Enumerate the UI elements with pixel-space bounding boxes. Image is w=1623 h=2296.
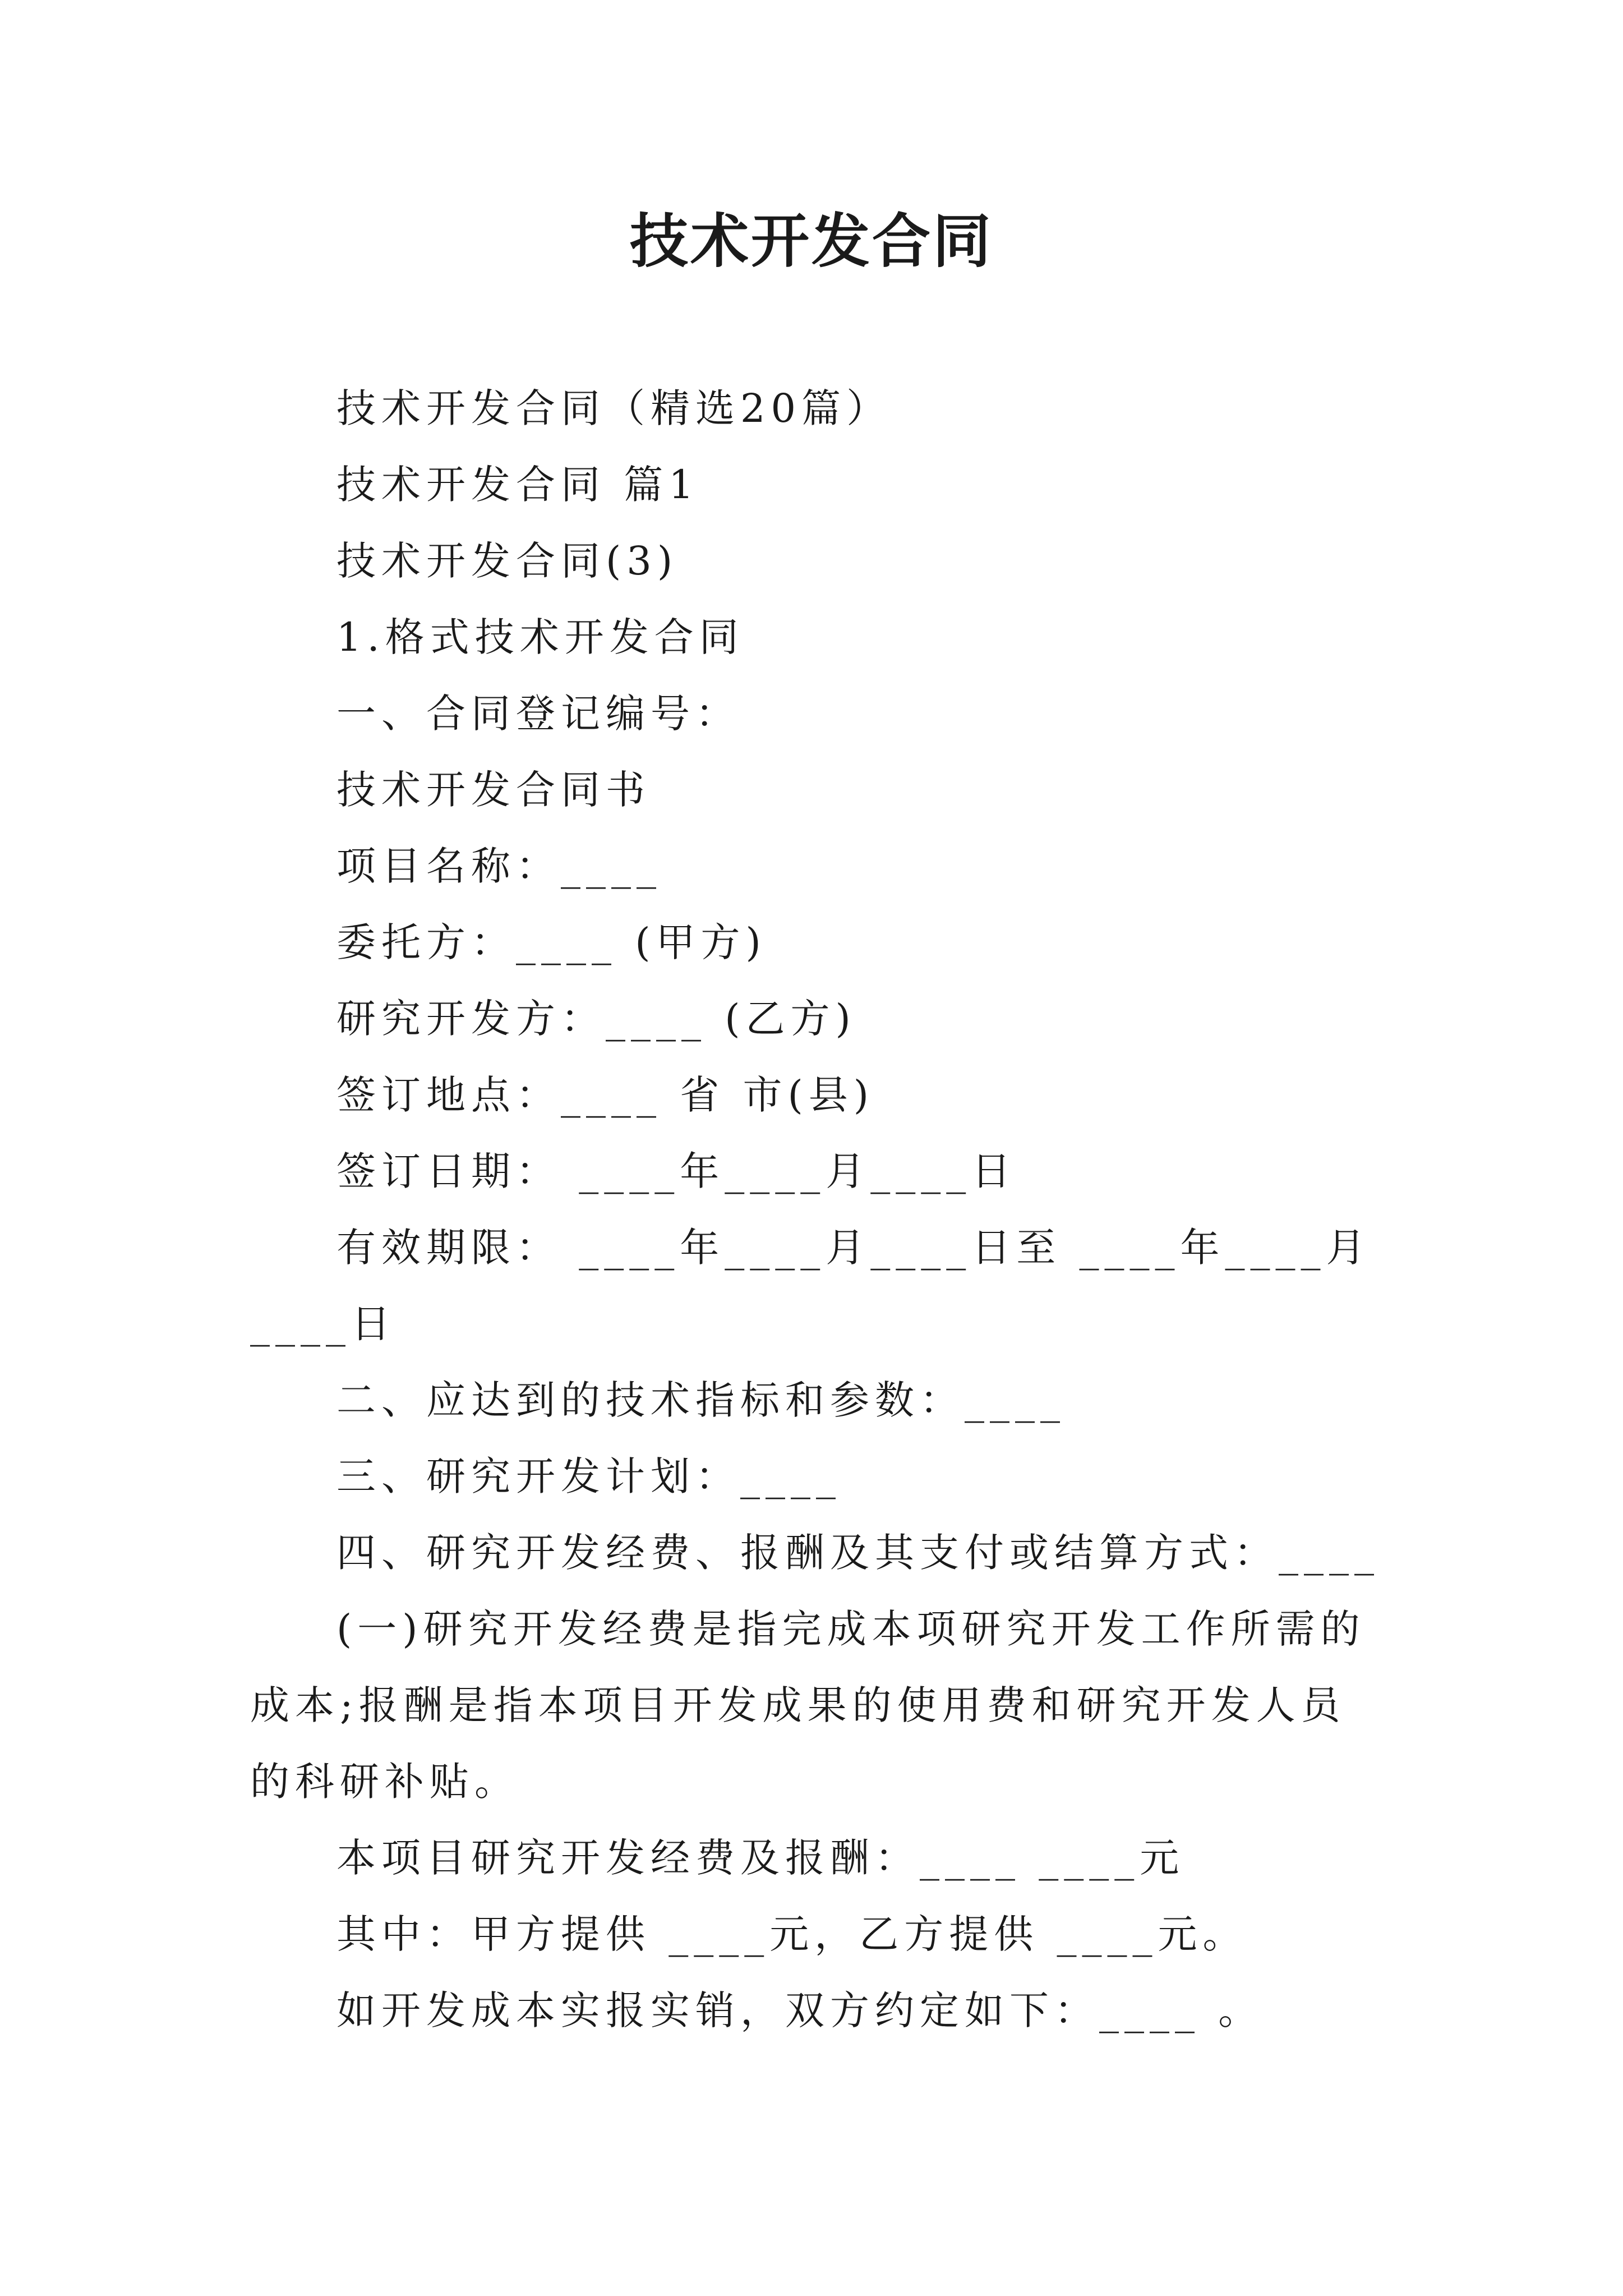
field-signing-location: 签订地点：____ 省 市(县) [336,1072,875,1118]
field-client-party-a: 委托方：____ (甲方) [336,919,767,965]
section-development-plan: 三、研究开发计划：____ [336,1453,841,1499]
field-actual-cost-agreement: 如开发成本实报实销，双方约定如下：____ 。 [336,1987,1264,2033]
field-signing-date: 签订日期： ____年____月____日 [336,1148,1017,1194]
section-funding-payment: 四、研究开发经费、报酬及其支付或结算方式：____ [336,1530,1380,1576]
paragraph-subtitle: 技术开发合同（精选20篇） [336,385,892,431]
field-validity-period: 有效期限： ____年____月____日至 ____年____月____日 [250,1225,1371,1347]
paragraph-format-heading: 1.格式技术开发合同 [336,614,744,660]
field-funding-split: 其中：甲方提供 ____元，乙方提供 ____元。 [336,1911,1248,1957]
paragraph-registration-number: 一、合同登记编号： [336,691,740,737]
field-project-name: 项目名称：____ [336,843,662,889]
field-total-funding: 本项目研究开发经费及报酬：____ ____元 [336,1835,1185,1881]
section-technical-indicators: 二、应达到的技术指标和参数：____ [336,1377,1066,1423]
paragraph-funding-definition: (一)研究开发经费是指完成本项研究开发工作所需的成本;报酬是指本项目开发成果的使用费和研究开发人员的科研补贴。 [250,1606,1366,1805]
paragraph-contract-number: 技术开发合同(3) [336,538,679,584]
document-body [250,370,1383,2049]
paragraph-chapter-heading: 技术开发合同 篇1 [336,462,699,508]
field-developer-party-b: 研究开发方：____ (乙方) [336,996,856,1042]
document-title: 技术开发合同 [629,206,993,275]
paragraph-contract-book: 技术开发合同书 [336,767,651,813]
